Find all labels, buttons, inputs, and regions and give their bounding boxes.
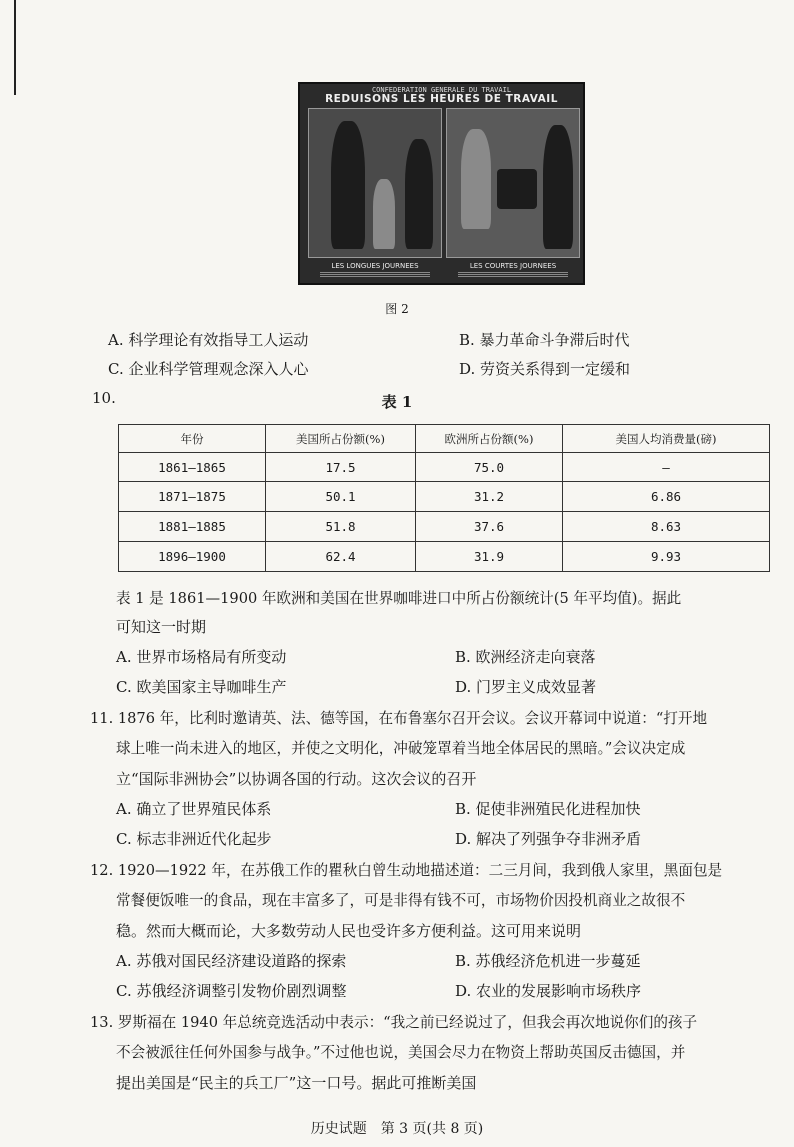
poster-panel-left: [308, 108, 442, 258]
table-header-row: [119, 425, 770, 453]
table-header-cell: 年份: [119, 425, 266, 453]
table-header-cell: 欧洲所占份额(%): [416, 425, 563, 453]
q12-option-c: C. 苏俄经济调整引发物价剧烈调整: [116, 982, 347, 1000]
table-cell: 6.86: [563, 482, 770, 512]
table-cell: 37.6: [416, 512, 563, 542]
table-row: [119, 542, 770, 572]
table-cell: 1861—1865: [119, 453, 266, 482]
poster-figure-family: [461, 129, 491, 229]
poster-caption-right: LES COURTES JOURNEES: [469, 262, 557, 270]
q12-option-d: D. 农业的发展影响市场秩序: [455, 982, 642, 1000]
q12-stem-line-1: 12. 1920—1922 年，在苏俄工作的瞿秋白曾生动地描述道：二三月间，我到俄人家里，黑面包是: [90, 862, 723, 879]
table-cell: 51.8: [266, 512, 416, 542]
table-cell: 31.9: [416, 542, 563, 572]
q11-stem-line-2: 球上唯一尚未进入的地区，并使之文明化，冲破笼罩着当地全体居民的黑暗。”会议决定成: [116, 740, 686, 757]
q11-option-c: C. 标志非洲近代化起步: [116, 830, 272, 848]
figure-caption: 图 2: [385, 302, 409, 316]
poster-figure-worker: [543, 125, 573, 249]
margin-rule: [14, 0, 16, 95]
poster-fine-print-right: [446, 271, 580, 281]
poster-figure-table: [497, 169, 537, 209]
q11-option-a: A. 确立了世界殖民体系: [116, 800, 272, 818]
poster-figure-woman: [405, 139, 433, 249]
q10-option-a: A. 世界市场格局有所变动: [116, 648, 287, 666]
q13-stem-line-2: 不会被派往任何外国参与战争。”不过他也说，美国会尽力在物资上帮助英国反击德国，并: [116, 1044, 686, 1061]
poster-fine-print-left: [308, 271, 442, 281]
table-cell: 75.0: [416, 453, 563, 482]
q13-stem-line-3: 提出美国是“民主的兵工厂”这一口号。据此可推断美国: [116, 1074, 477, 1092]
table-header-cell: 美国人均消费量(磅): [563, 425, 770, 453]
q10-option-b: B. 欧洲经济走向衰落: [455, 648, 596, 666]
q11-option-b: B. 促使非洲殖民化进程加快: [455, 800, 641, 818]
q10-stem-line-1: 表 1 是 1861—1900 年欧洲和美国在世界咖啡进口中所占份额统计(5 年平均值)。据此: [116, 590, 682, 607]
page-footer: 历史试题 第 3 页(共 8 页): [310, 1121, 484, 1137]
q10-stem-line-2: 可知这一时期: [116, 618, 207, 636]
table-cell: 1896—1900: [119, 542, 266, 572]
table-cell: 17.5: [266, 453, 416, 482]
table-cell: 50.1: [266, 482, 416, 512]
poster-header-small: CONFEDERATION GENERALE DU TRAVAIL: [371, 86, 512, 94]
table-row: [119, 453, 770, 482]
q9-option-b: B. 暴力革命斗争滞后时代: [459, 331, 630, 349]
table-header-cell: 美国所占份额(%): [266, 425, 416, 453]
poster-header-main: REDUISONS LES HEURES DE TRAVAIL: [325, 93, 558, 105]
table-cell: 9.93: [563, 542, 770, 572]
poster-caption-left: LES LONGUES JOURNEES: [331, 262, 419, 270]
q10-option-d: D. 门罗主义成效显著: [455, 678, 597, 696]
poster-figure-child: [373, 179, 395, 249]
poster-image: [298, 82, 585, 285]
q9-option-c: C. 企业科学管理观念深入人心: [108, 360, 309, 378]
table-row: [119, 512, 770, 542]
q12-option-a: A. 苏俄对国民经济建设道路的探索: [116, 952, 347, 970]
q11-stem-line-1: 11. 1876 年，比利时邀请英、法、德等国，在布鲁塞尔召开会议。会议开幕词中说道：“打开地: [90, 710, 708, 727]
table-row: [119, 482, 770, 512]
q11-option-d: D. 解决了列强争夺非洲矛盾: [455, 830, 642, 848]
q9-option-d: D. 劳资关系得到一定缓和: [459, 360, 631, 378]
table-cell: 31.2: [416, 482, 563, 512]
table-cell: 1871—1875: [119, 482, 266, 512]
q9-option-a: A. 科学理论有效指导工人运动: [108, 331, 309, 349]
poster-panel-right: [446, 108, 580, 258]
q11-stem-line-3: 立“国际非洲协会”以协调各国的行动。这次会议的召开: [116, 770, 477, 788]
table-cell: 8.63: [563, 512, 770, 542]
table-title: 表 1: [381, 393, 413, 411]
q12-stem-line-3: 稳。然而大概而论，大多数劳动人民也受许多方便利益。这可用来说明: [116, 922, 582, 940]
q12-stem-line-2: 常餐便饭唯一的食品，现在丰富多了，可是非得有钱不可，市场物价因投机商业之故很不: [116, 892, 686, 909]
q12-option-b: B. 苏俄经济危机进一步蔓延: [455, 952, 641, 970]
poster-figure-man: [331, 121, 365, 249]
q10-option-c: C. 欧美国家主导咖啡生产: [116, 678, 287, 696]
table-cell: —: [563, 453, 770, 482]
table-cell: 62.4: [266, 542, 416, 572]
q13-stem-line-1: 13. 罗斯福在 1940 年总统竞选活动中表示：“我之前已经说过了，但我会再次地说你们的孩子: [90, 1014, 698, 1031]
table-cell: 1881—1885: [119, 512, 266, 542]
coffee-import-table: [118, 424, 770, 572]
q10-number: 10.: [92, 389, 116, 407]
